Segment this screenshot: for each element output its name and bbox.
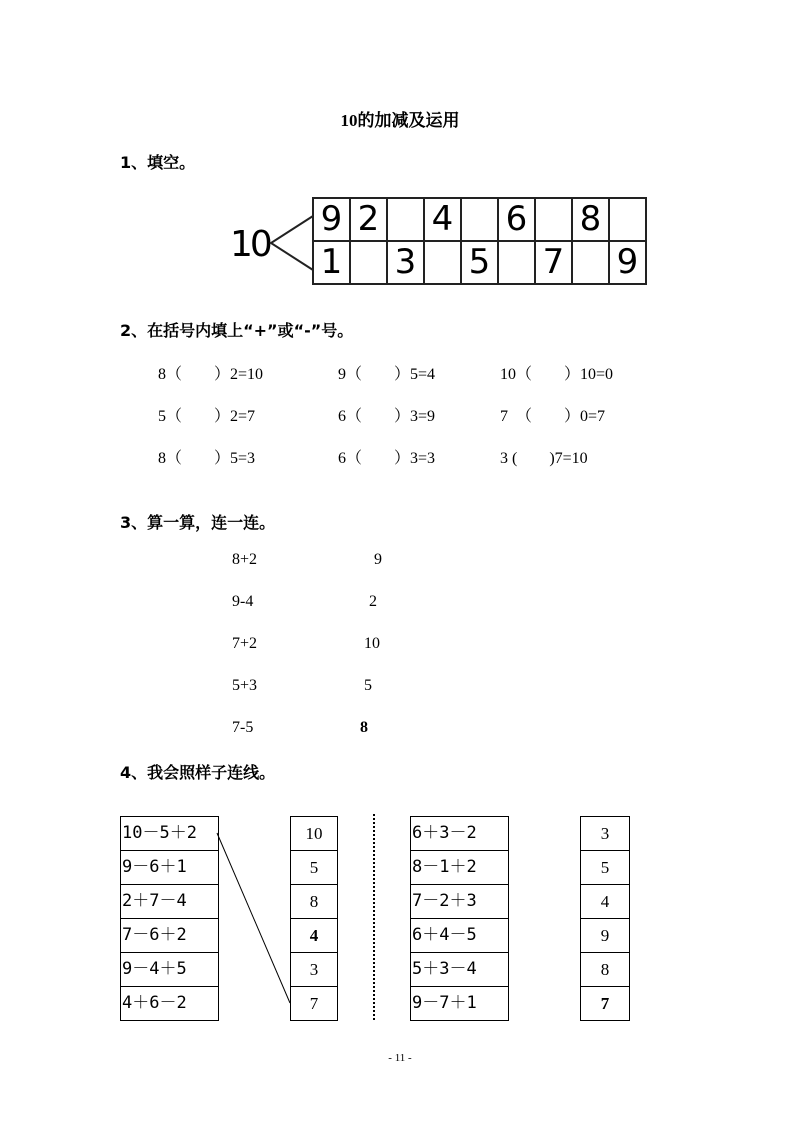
page-number: - 11 - — [388, 1052, 412, 1064]
grid-cell[interactable]: 2 — [350, 198, 387, 241]
match-answer[interactable]: 10 — [364, 635, 380, 652]
dotted-divider — [373, 814, 375, 1020]
answer-cell[interactable]: 9 — [581, 919, 629, 953]
answer-cell[interactable]: 7 — [291, 987, 337, 1021]
grid-cell[interactable]: 5 — [461, 241, 498, 284]
expression-box-right — [410, 816, 509, 1021]
grid-cell[interactable]: 7 — [535, 241, 572, 284]
answer-cell[interactable]: 5 — [581, 851, 629, 885]
match-expression[interactable]: 7-5 — [232, 719, 254, 736]
grid-cell[interactable]: 9 — [313, 198, 350, 241]
grid-cell[interactable]: 9 — [609, 241, 646, 284]
answer-cell[interactable]: 3 — [581, 817, 629, 851]
grid-cell[interactable]: 4 — [424, 198, 461, 241]
match-answer[interactable]: 2 — [369, 593, 377, 610]
answer-cell[interactable]: 4 — [581, 885, 629, 919]
expression-cell[interactable]: 5＋3－4 — [411, 953, 508, 987]
answer-cell[interactable]: 3 — [291, 953, 337, 987]
match-expression[interactable]: 9-4 — [232, 593, 254, 610]
operator-equation[interactable]: 6（ ）3=3 — [338, 450, 436, 467]
section-3-heading: 3、算一算，连一连。 — [120, 513, 276, 532]
expression-cell[interactable]: 8－1＋2 — [411, 851, 508, 885]
expression-cell[interactable]: 9－4＋5 — [121, 953, 218, 987]
match-answer[interactable]: 9 — [374, 551, 382, 568]
section-4-heading: 4、我会照样子连线。 — [120, 763, 276, 782]
match-expression[interactable]: 5+3 — [232, 677, 258, 694]
expression-cell[interactable]: 7－2＋3 — [411, 885, 508, 919]
decomposition-number: 10 — [230, 224, 270, 265]
expression-cell[interactable]: 6＋3－2 — [411, 817, 508, 851]
operator-equation[interactable]: 9（ ）5=4 — [338, 366, 436, 383]
answer-cell[interactable]: 5 — [291, 851, 337, 885]
operator-equation[interactable]: 8（ ）2=10 — [158, 366, 264, 383]
answer-cell[interactable]: 10 — [291, 817, 337, 851]
page-title: 10的加减及运用 — [340, 111, 460, 130]
operator-equation[interactable]: 5（ ）2=7 — [158, 408, 256, 425]
expression-cell[interactable]: 2＋7－4 — [121, 885, 218, 919]
answer-cell[interactable]: 7 — [581, 987, 629, 1021]
answer-box-right — [580, 816, 630, 1021]
match-expression[interactable]: 7+2 — [232, 635, 258, 652]
expression-cell[interactable]: 7－6＋2 — [121, 919, 218, 953]
match-answer[interactable]: 8 — [360, 719, 368, 736]
operator-equation[interactable]: 8（ ）5=3 — [158, 450, 256, 467]
grid-cell[interactable]: 1 — [313, 241, 350, 284]
expression-cell[interactable]: 6＋4－5 — [411, 919, 508, 953]
operator-equation[interactable]: 3 ( )7=10 — [500, 450, 588, 467]
expression-cell[interactable]: 4＋6－2 — [121, 987, 218, 1021]
operator-equation[interactable]: 10（ ）10=0 — [500, 366, 614, 383]
grid-cell[interactable]: 3 — [387, 241, 424, 284]
match-answer[interactable]: 5 — [364, 677, 372, 694]
expression-cell[interactable]: 9－6＋1 — [121, 851, 218, 885]
expression-cell[interactable]: 9－7＋1 — [411, 987, 508, 1021]
grid-cell[interactable]: 6 — [498, 198, 535, 241]
operator-equation[interactable]: 7 （ ）0=7 — [500, 408, 606, 425]
match-expression[interactable]: 8+2 — [232, 551, 258, 568]
answer-cell[interactable]: 8 — [581, 953, 629, 987]
answer-cell[interactable]: 4 — [291, 919, 337, 953]
answer-cell[interactable]: 8 — [291, 885, 337, 919]
expression-cell[interactable]: 10－5＋2 — [121, 817, 218, 851]
section-2-heading: 2、在括号内填上“+”或“-”号。 — [120, 321, 354, 340]
section-1-heading: 1、填空。 — [120, 153, 196, 172]
operator-equation[interactable]: 6（ ）3=9 — [338, 408, 436, 425]
grid-cell[interactable]: 8 — [572, 198, 609, 241]
